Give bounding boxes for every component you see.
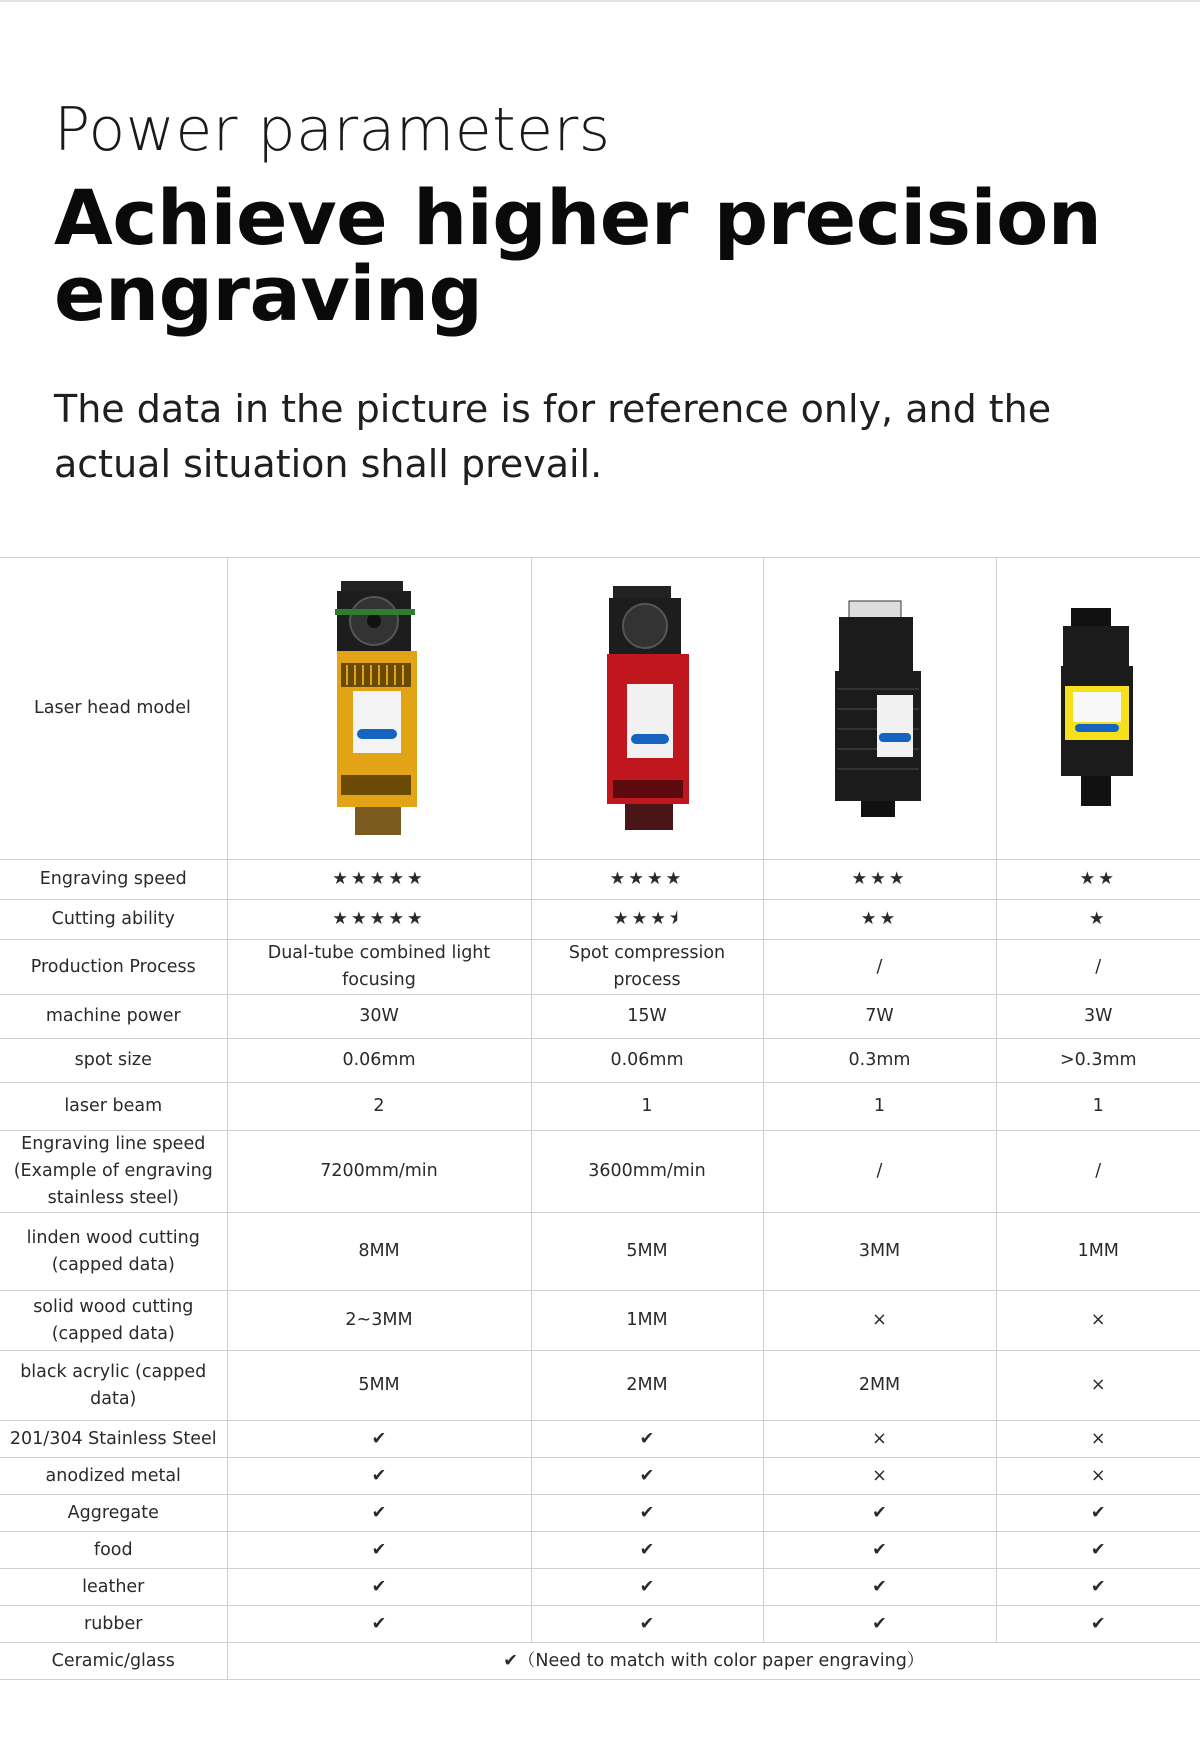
product-cell: [763, 558, 996, 860]
product-cell: [996, 558, 1200, 860]
black-7w-laser-head-image: [815, 599, 945, 819]
row-label: food: [0, 1532, 227, 1569]
not-supported-mark: ×: [763, 1421, 996, 1458]
check-icon: ✔: [227, 1495, 531, 1532]
table-row: [0, 1458, 1200, 1495]
table-row: [0, 1351, 1200, 1421]
table-cell: 1: [531, 1083, 763, 1131]
table-cell: 1MM: [531, 1291, 763, 1351]
product-cell: [227, 558, 531, 860]
check-icon: ✔: [996, 1532, 1200, 1569]
table-row: [0, 1643, 1200, 1680]
row-label: Aggregate: [0, 1495, 227, 1532]
not-supported-mark: ×: [996, 1291, 1200, 1351]
row-label: Ceramic/glass: [0, 1643, 227, 1680]
row-label: Cutting ability: [0, 900, 227, 940]
row-label: solid wood cutting (capped data): [0, 1291, 227, 1351]
check-icon: ✔: [531, 1458, 763, 1495]
yellow-30w-laser-head-image: [319, 579, 439, 839]
table-row: [0, 940, 1200, 995]
row-label: spot size: [0, 1039, 227, 1083]
table-row: [0, 860, 1200, 900]
star-rating: ★★★⯨: [531, 900, 763, 940]
small-3w-laser-head-image: [1043, 604, 1153, 814]
check-icon: ✔: [763, 1569, 996, 1606]
check-icon: ✔: [531, 1569, 763, 1606]
table-cell: 5MM: [227, 1351, 531, 1421]
row-label: Production Process: [0, 940, 227, 995]
check-icon: ✔: [996, 1569, 1200, 1606]
headline-line-2: engraving: [54, 249, 483, 338]
red-15w-laser-head-image: [587, 584, 707, 834]
not-supported-mark: ×: [763, 1458, 996, 1495]
disclaimer-text: The data in the picture is for reference only, and the actual situation shall prevail.: [54, 387, 1052, 486]
table-cell: 1: [996, 1083, 1200, 1131]
table-cell: >0.3mm: [996, 1039, 1200, 1083]
row-label: linden wood cutting (capped data): [0, 1213, 227, 1291]
check-icon: ✔: [227, 1569, 531, 1606]
star-rating: ★★★: [763, 860, 996, 900]
check-icon: ✔: [227, 1458, 531, 1495]
merged-note-cell: ✔（Need to match with color paper engraving）: [227, 1643, 1200, 1680]
table-cell: /: [763, 1131, 996, 1213]
check-icon: ✔: [531, 1606, 763, 1643]
table-cell: 15W: [531, 995, 763, 1039]
star-rating: ★★★★★: [227, 900, 531, 940]
check-icon: ✔: [763, 1532, 996, 1569]
table-row: [0, 995, 1200, 1039]
table-cell: 3W: [996, 995, 1200, 1039]
table-cell: 0.06mm: [227, 1039, 531, 1083]
top-divider: [0, 0, 1200, 2]
table-cell: 2MM: [763, 1351, 996, 1421]
table-cell: 5MM: [531, 1213, 763, 1291]
check-icon: ✔: [531, 1532, 763, 1569]
table-cell: 7200mm/min: [227, 1131, 531, 1213]
comparison-table: [0, 557, 1200, 1680]
table-row: [0, 900, 1200, 940]
table-cell: 1MM: [996, 1213, 1200, 1291]
not-supported-mark: ×: [996, 1351, 1200, 1421]
table-cell: 2~3MM: [227, 1291, 531, 1351]
star-rating: ★★: [996, 860, 1200, 900]
row-label: black acrylic (capped data): [0, 1351, 227, 1421]
table-cell: 3600mm/min: [531, 1131, 763, 1213]
table-cell: Dual-tube combined light focusing: [227, 940, 531, 995]
table-cell: 7W: [763, 995, 996, 1039]
table-cell: 3MM: [763, 1213, 996, 1291]
table-cell: 2: [227, 1083, 531, 1131]
check-icon: ✔: [996, 1495, 1200, 1532]
table-row: [0, 1495, 1200, 1532]
table-row: [0, 1083, 1200, 1131]
section-eyebrow: Power parameters: [54, 95, 611, 165]
row-label: Laser head model: [0, 558, 227, 860]
star-rating: ★★★★: [531, 860, 763, 900]
check-icon: ✔: [763, 1606, 996, 1643]
not-supported-mark: ×: [996, 1458, 1200, 1495]
row-label: 201/304 Stainless Steel: [0, 1421, 227, 1458]
check-icon: ✔: [531, 1495, 763, 1532]
table-cell: 0.06mm: [531, 1039, 763, 1083]
table-cell: 30W: [227, 995, 531, 1039]
table-cell: 8MM: [227, 1213, 531, 1291]
product-cell: [531, 558, 763, 860]
table-cell: /: [763, 940, 996, 995]
row-label: laser beam: [0, 1083, 227, 1131]
hero-section: [54, 94, 1154, 492]
table-cell: /: [996, 940, 1200, 995]
table-row: [0, 1131, 1200, 1213]
table-row: [0, 1039, 1200, 1083]
row-label: machine power: [0, 995, 227, 1039]
row-label: rubber: [0, 1606, 227, 1643]
table-row: [0, 1532, 1200, 1569]
table-row: [0, 1606, 1200, 1643]
not-supported-mark: ×: [763, 1291, 996, 1351]
table-row: [0, 1291, 1200, 1351]
table-cell: /: [996, 1131, 1200, 1213]
star-rating: ★: [996, 900, 1200, 940]
star-rating: ★★★★★: [227, 860, 531, 900]
check-icon: ✔: [531, 1421, 763, 1458]
check-icon: ✔: [227, 1532, 531, 1569]
page-headline: [54, 173, 1154, 338]
row-label: Engraving line speed (Example of engraving stainless steel): [0, 1131, 227, 1213]
row-label: leather: [0, 1569, 227, 1606]
check-icon: ✔: [763, 1495, 996, 1532]
not-supported-mark: ×: [996, 1421, 1200, 1458]
table-cell: 0.3mm: [763, 1039, 996, 1083]
table-cell: Spot compression process: [531, 940, 763, 995]
check-icon: ✔: [227, 1421, 531, 1458]
table-row: [0, 1569, 1200, 1606]
table-header-row: [0, 558, 1200, 860]
check-icon: ✔: [996, 1606, 1200, 1643]
table-row: [0, 1213, 1200, 1291]
table-row: [0, 1421, 1200, 1458]
table-cell: 2MM: [531, 1351, 763, 1421]
table-cell: 1: [763, 1083, 996, 1131]
row-label: anodized metal: [0, 1458, 227, 1495]
check-icon: ✔: [227, 1606, 531, 1643]
headline-line-1: Achieve higher precision: [54, 173, 1102, 262]
star-rating: ★★: [763, 900, 996, 940]
row-label: Engraving speed: [0, 860, 227, 900]
